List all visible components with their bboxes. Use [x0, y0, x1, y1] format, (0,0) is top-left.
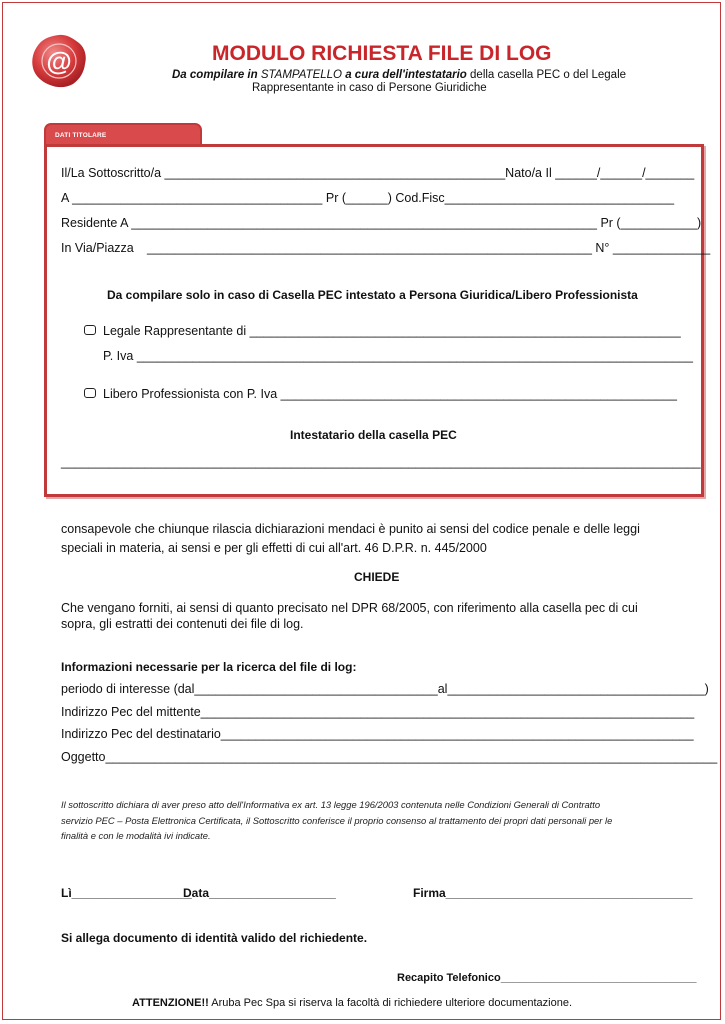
vat-number-field[interactable]: P. Iva ________________________________________________________________________________ [103, 349, 693, 363]
legal-representative-field[interactable]: Legale Rappresentante di ______________________________________________________________ [103, 324, 681, 338]
request-heading: CHIEDE [354, 570, 400, 584]
phone-field[interactable]: Recapito Telefonico________________________________ [397, 972, 697, 984]
recipient-pec-field[interactable]: Indirizzo Pec del destinatario____________________________________________________________________ [61, 727, 694, 741]
pec-owner-heading: Intestatario della casella PEC [290, 428, 457, 442]
sender-pec-field[interactable]: Indirizzo Pec del mittente_______________________________________________________________________ [61, 705, 695, 719]
holder-street-label: In Via/Piazza [61, 241, 134, 255]
form-title: MODULO RICHIESTA FILE DI LOG [212, 42, 552, 65]
period-field[interactable]: periodo di interesse (dal___________________________________al_____________________________________) [61, 682, 709, 696]
request-text-line-2: sopra, gli estratti dei contenuti dei file di log. [61, 617, 304, 631]
date-field[interactable]: Data___________________ [183, 886, 336, 900]
log-info-heading: Informazioni necessarie per la ricerca del file di log: [61, 660, 357, 674]
holder-city-taxcode-field[interactable]: A ____________________________________ Pr (______) Cod.Fisc_________________________________ [61, 191, 675, 205]
pec-owner-field[interactable]: ____________________________________________________________________________________________ [61, 455, 701, 469]
declaration-line-1: consapevole che chiunque rilascia dichiarazioni mendaci è punito ai sensi del codice penale e delle leggi [61, 522, 640, 536]
subtitle-line-2: Rappresentante in caso di Persone Giuridiche [252, 82, 487, 94]
declaration-line-2: speciali in materia, ai sensi e per gli effetti di cui all'art. 46 D.P.R. n. 445/2000 [61, 541, 487, 555]
signature-field[interactable]: Firma_____________________________________ [413, 886, 693, 900]
privacy-line-1: Il sottoscritto dichiara di aver preso atto dell'Informativa ex art. 13 legge 196/2003 contenuta nelle Condizioni Generali di Contratto [61, 799, 601, 810]
email-at-seal-icon [30, 33, 88, 89]
holder-name-birth-field[interactable]: Il/La Sottoscritto/a _________________________________________________Nato/a Il ______/______/_______ [61, 166, 695, 180]
place-field[interactable]: Lì__________________ [61, 886, 192, 900]
freelancer-checkbox[interactable] [84, 388, 96, 398]
notice: ATTENZIONE!! Aruba Pec Spa si riserva la facoltà di richiedere ulteriore documentazione. [132, 997, 572, 1009]
tab-dati-titolare: DATI TITOLARE [44, 123, 202, 145]
privacy-line-3: finalità e con le modalità ivi indicate. [61, 830, 211, 841]
holder-street-field[interactable]: ________________________________________________________________ N° ______________ [147, 241, 711, 255]
subject-field[interactable]: Oggetto________________________________________________________________________________________ [61, 750, 718, 764]
attachment-note: Si allega documento di identità valido del richiedente. [61, 931, 368, 945]
holder-residence-field[interactable]: Residente A ___________________________________________________________________ Pr (___________) [61, 216, 702, 230]
request-text-line-1: Che vengano forniti, ai sensi di quanto precisato nel DPR 68/2005, con riferimento alla casella pec di cui [61, 601, 638, 615]
svg-text:@: @ [46, 46, 72, 76]
legal-representative-checkbox[interactable] [84, 325, 96, 335]
subtitle-line-1: Da compilare in STAMPATELLO a cura dell'intestatario della casella PEC o del Legale [172, 69, 627, 81]
legal-section-heading: Da compilare solo in caso di Casella PEC intestato a Persona Giuridica/Libero Professionista [107, 288, 638, 302]
privacy-line-2: servizio PEC – Posta Elettronica Certificata, il Sottoscritto conferisce il proprio consenso al trattamento dei propri dati personali per le [61, 815, 613, 826]
freelancer-vat-field[interactable]: Libero Professionista con P. Iva _________________________________________________________ [103, 387, 677, 401]
